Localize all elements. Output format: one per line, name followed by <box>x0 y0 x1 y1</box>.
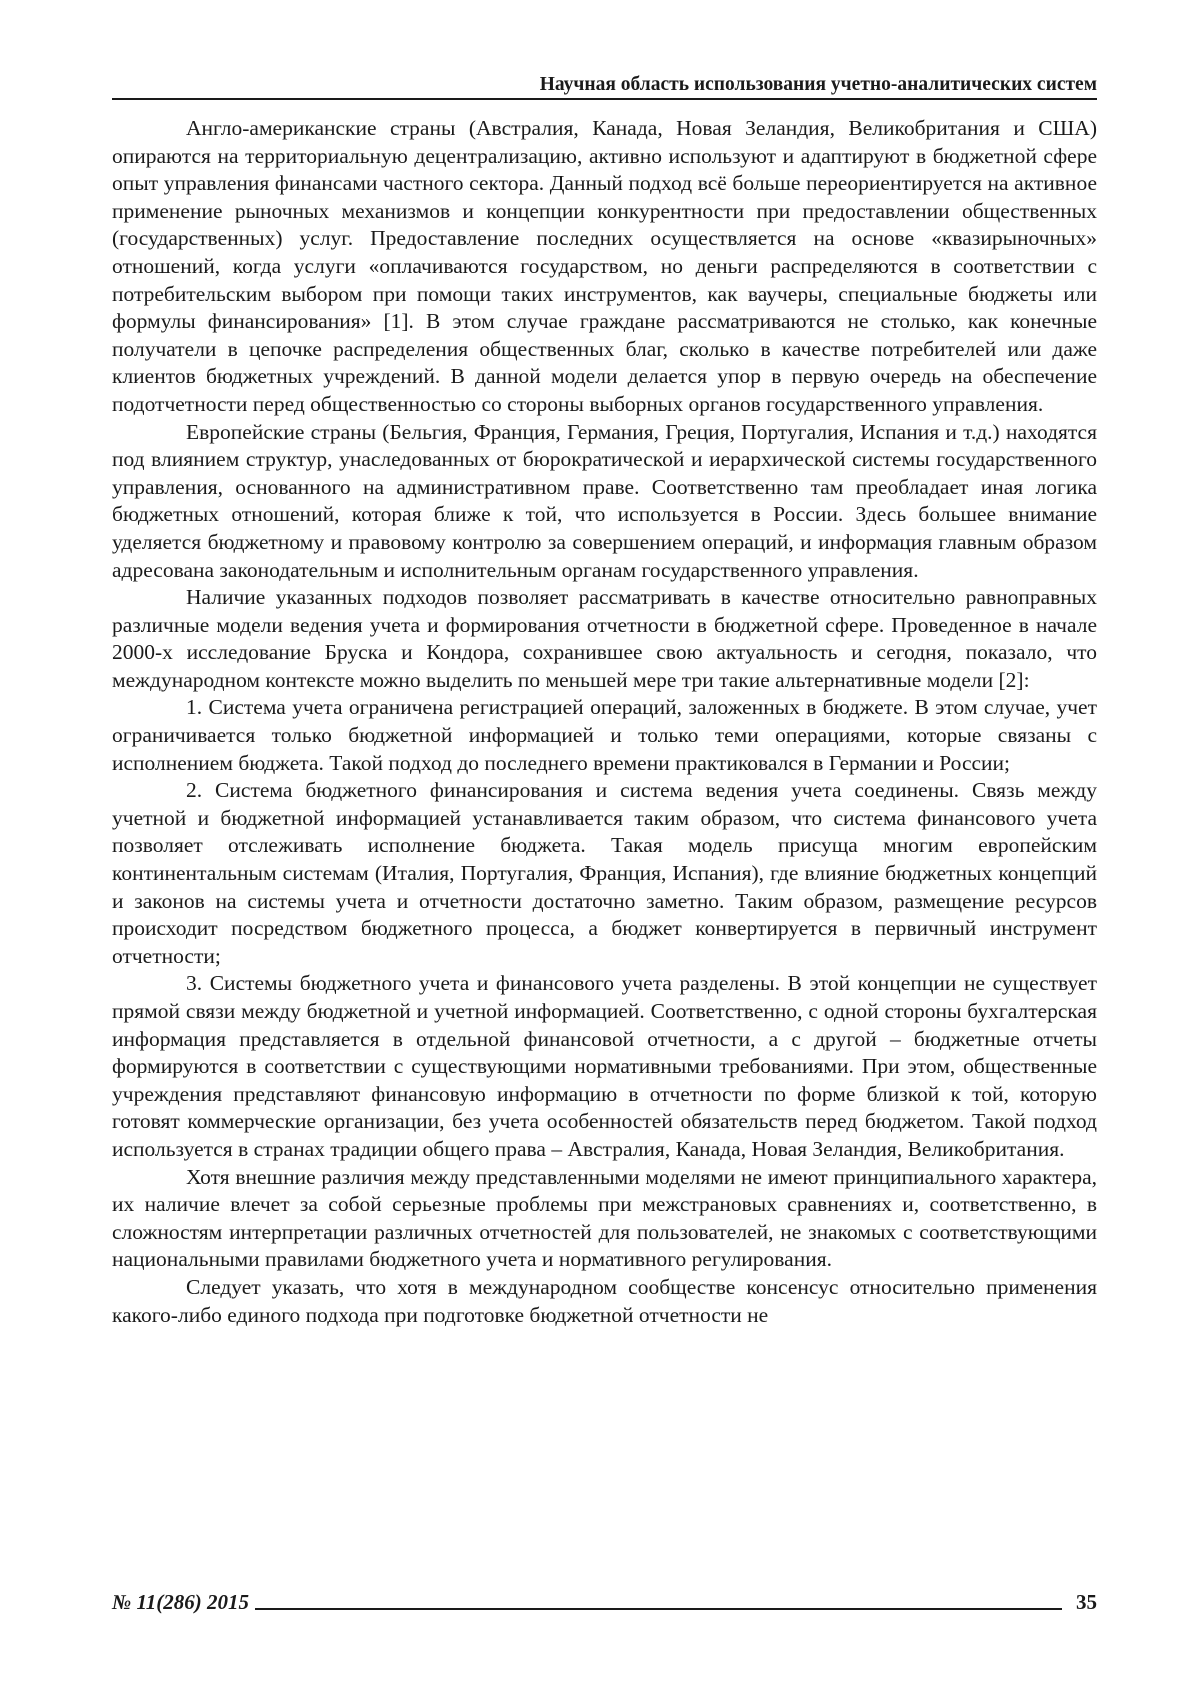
paragraph-approaches-intro: Наличие указанных подходов позволяет рассматривать в качестве относительно равноправных различные модели ведения учета и формирования отчетности в бюджетной сфере. Проведенное в начале 2000-х исследование Бруска и Кондора, сохранившее свою актуальность и сегодня, показало, что международном контексте можно выделить по меньшей мере три такие альтернативные модели [2]: <box>112 584 1097 694</box>
paragraph-differences: Хотя внешние различия между представленными моделями не имеют принципиального характера, их наличие влечет за собой серьезные проблемы при межстрановых сравнениях и, соответственно, в сложностям интерпретации различных отчетностей для пользователей, не знакомых с соответствующими национальными правилами бюджетного учета и нормативного регулирования. <box>112 1164 1097 1274</box>
journal-page <box>0 0 1200 1698</box>
page-footer <box>112 1586 1097 1614</box>
list-item-model-3: 3. Системы бюджетного учета и финансового учета разделены. В этой концепции не существует прямой связи между бюджетной и учетной информацией. Соответственно, с одной стороны бухгалтерская информация представляется в отдельной финансовой отчетности, а с другой – бюджетные отчеты формируются в соответствии с существующими нормативными требованиями. При этом, общественные учреждения представляют финансовую информацию в отчетности по форме близкой к той, которую готовят коммерческие организации, без учета особенностей обязательств перед бюджетом. Такой подход используется в странах традиции общего права – Австралия, Канада, Новая Зеландия, Великобритания. <box>112 970 1097 1163</box>
article-body <box>112 115 1097 1329</box>
paragraph-european-countries: Европейские страны (Бельгия, Франция, Германия, Греция, Португалия, Испания и т.д.) находятся под влиянием структур, унаследованных от бюрократической и иерархической системы государственного управления, основанного на административном праве. Соответственно там преобладает иная логика бюджетных отношений, которая ближе к той, что используется в России. Здесь большее внимание уделяется бюджетному и правовому контролю за совершением операций, и информация главным образом адресована законодательным и исполнительным органам государственного управления. <box>112 419 1097 585</box>
list-item-model-2: 2. Система бюджетного финансирования и система ведения учета соединены. Связь между учетной и бюджетной информацией устанавливается таким образом, что система финансового учета позволяет отслеживать исполнение бюджета. Такая модель присуща многим европейским континентальным системам (Италия, Португалия, Франция, Испания), где влияние бюджетных концепций и законов на системы учета и отчетности достаточно заметно. Таким образом, размещение ресурсов происходит посредством бюджетного процесса, а бюджет конвертируется в первичный инструмент отчетности; <box>112 777 1097 970</box>
page-number: 35 <box>1076 1590 1097 1614</box>
header-divider <box>112 98 1097 100</box>
issue-number: № 11(286) 2015 <box>112 1590 249 1614</box>
footer-divider <box>255 1608 1062 1610</box>
paragraph-anglo-american-countries: Англо-американские страны (Австралия, Канада, Новая Зеландия, Великобритания и США) опираются на территориальную децентрализацию, активно используют и адаптируют в бюджетной сфере опыт управления финансами частного сектора. Данный подход всё больше переориентируется на активное применение рыночных механизмов и концепции конкурентности при предоставлении общественных (государственных) услуг. Предоставление последних осуществляется на основе «квазирыночных» отношений, когда услуги «оплачиваются государством, но деньги распределяются в соответствии с потребительским выбором при помощи таких инструментов, как ваучеры, специальные бюджеты или формулы финансирования» [1]. В этом случае граждане рассматриваются не столько, как конечные получатели в цепочке распределения общественных благ, сколько в качестве потребителей или даже клиентов бюджетных учреждений. В данной модели делается упор в первую очередь на обеспечение подотчетности перед общественностью со стороны выборных органов государственного управления. <box>112 115 1097 419</box>
list-item-model-1: 1. Система учета ограничена регистрацией операций, заложенных в бюджете. В этом случае, учет ограничивается только бюджетной информацией и только теми операциями, которые связаны с исполнением бюджета. Такой подход до последнего времени практиковался в Германии и России; <box>112 694 1097 777</box>
paragraph-consensus: Следует указать, что хотя в международном сообществе консенсус относительно применения какого-либо единого подхода при подготовке бюджетной отчетности не <box>112 1274 1097 1329</box>
running-header-title: Научная область использования учетно-аналитических систем <box>112 74 1097 96</box>
